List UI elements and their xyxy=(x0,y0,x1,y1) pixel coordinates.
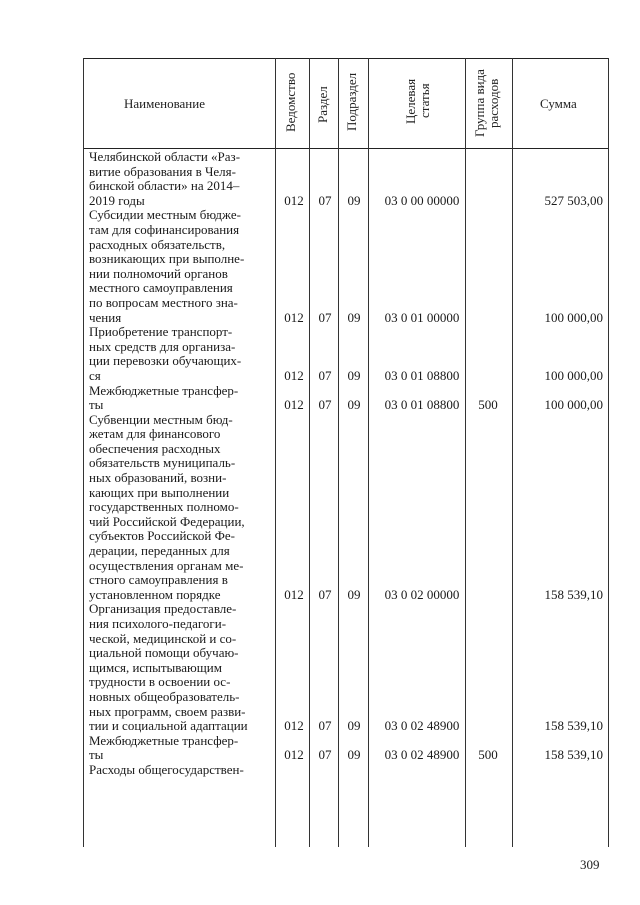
header-summa: Сумма xyxy=(540,96,577,111)
row-name-line: ния психолого-педагоги- xyxy=(89,617,227,631)
cell-vedomstvo: 012 xyxy=(284,747,304,763)
table-row xyxy=(89,734,609,763)
row-name-line: циальной помощи обучаю- xyxy=(89,646,239,661)
row-name-line: трудности в освоении ос- xyxy=(89,675,231,690)
row-name-line: дерации, переданных для xyxy=(89,544,230,559)
row-name-line: Межбюджетные трансфер- xyxy=(89,383,239,398)
table-row xyxy=(89,602,609,733)
cell-razdel: 07 xyxy=(318,718,332,734)
cell-razdel: 07 xyxy=(318,586,332,602)
row-name-line: Межбюджетные трансфер- xyxy=(89,733,239,748)
row-name-line: Организация предоставле- xyxy=(89,602,237,617)
cell-razdel: 07 xyxy=(318,367,332,383)
table-row xyxy=(89,208,609,325)
row-name-line: обеспечения расходных xyxy=(89,441,221,456)
cell-podrazdel: 09 xyxy=(347,397,361,413)
cell-podrazdel: 09 xyxy=(347,747,361,763)
header-vedomstvo: Ведомство xyxy=(283,72,298,132)
row-name-line: ных средств для организа- xyxy=(89,339,236,354)
col-divider-name xyxy=(83,58,84,847)
cell-summa: 100 000,00 xyxy=(544,397,603,413)
row-name-line: тии и социальной адаптации xyxy=(89,719,248,734)
table-row xyxy=(89,384,609,413)
cell-summa: 527 503,00 xyxy=(544,192,603,208)
row-name-line: Приобретение транспорт- xyxy=(89,325,233,340)
cell-celevaya: 03 0 02 48900 xyxy=(384,718,460,734)
row-name-line: по вопросам местного зна- xyxy=(89,295,238,310)
row-name xyxy=(89,208,269,325)
cell-summa: 158 539,10 xyxy=(544,747,603,763)
cell-celevaya: 03 0 01 08800 xyxy=(384,397,460,413)
row-name-line: Субсидии местным бюдже- xyxy=(89,208,241,223)
cell-celevaya: 03 0 01 08800 xyxy=(384,367,460,383)
row-name-line: ты xyxy=(89,398,104,413)
header-celevaya: Целевая статья xyxy=(403,78,432,124)
row-name-line: ных программ, своем разви- xyxy=(89,704,246,719)
cell-podrazdel: 09 xyxy=(347,192,361,208)
row-name-line: установленном порядке xyxy=(89,587,221,602)
cell-vedomstvo: 012 xyxy=(284,309,304,325)
cell-summa: 100 000,00 xyxy=(544,309,603,325)
row-name-line: витие образования в Челя- xyxy=(89,164,236,179)
row-name-line: новных общеобразователь- xyxy=(89,689,240,704)
table-row xyxy=(89,150,609,208)
row-name-line: ся xyxy=(89,368,101,383)
row-name-line: кающих при выполнении xyxy=(89,485,230,500)
cell-celevaya: 03 0 02 00000 xyxy=(384,586,460,602)
row-name xyxy=(89,763,269,778)
table-row xyxy=(89,325,609,383)
row-name-line: обязательств муниципаль- xyxy=(89,456,236,471)
row-name-line: бинской области» на 2014– xyxy=(89,179,240,194)
cell-gruppa: 500 xyxy=(478,747,498,763)
row-name-line: чения xyxy=(89,310,122,325)
cell-summa: 100 000,00 xyxy=(544,367,603,383)
row-name-line: стного самоуправления в xyxy=(89,573,228,588)
cell-podrazdel: 09 xyxy=(347,367,361,383)
header-name: Наименование xyxy=(124,96,205,111)
row-name-line: местного самоуправления xyxy=(89,281,233,296)
table-row xyxy=(89,413,609,603)
row-name xyxy=(89,413,269,603)
header-razdel: Раздел xyxy=(315,86,330,124)
row-name-line: щимся, испытывающим xyxy=(89,660,222,675)
row-name xyxy=(89,734,269,763)
table-body xyxy=(89,150,609,778)
row-name-line: расходных обязательств, xyxy=(89,237,226,252)
cell-vedomstvo: 012 xyxy=(284,586,304,602)
row-name-line: ных образований, возни- xyxy=(89,471,227,486)
cell-razdel: 07 xyxy=(318,747,332,763)
row-name-line: ческой, медицинской и со- xyxy=(89,631,237,646)
row-name-line: осуществления органам ме- xyxy=(89,558,244,573)
row-name xyxy=(89,325,269,383)
row-name xyxy=(89,384,269,413)
row-name-line: субъектов Российской Фе- xyxy=(89,529,235,544)
row-name-line: государственных полномо- xyxy=(89,500,239,515)
page-number: 309 xyxy=(580,857,600,872)
cell-celevaya: 03 0 00 00000 xyxy=(384,192,460,208)
row-name-line: Субвенции местным бюд- xyxy=(89,412,233,427)
cell-razdel: 07 xyxy=(318,397,332,413)
cell-vedomstvo: 012 xyxy=(284,367,304,383)
row-name-line: ты xyxy=(89,748,104,763)
cell-celevaya: 03 0 01 00000 xyxy=(384,309,460,325)
cell-celevaya: 03 0 02 48900 xyxy=(384,747,460,763)
row-name-line: там для софинансирования xyxy=(89,222,240,237)
table-top-border xyxy=(83,58,609,59)
table-row xyxy=(89,763,609,778)
cell-gruppa: 500 xyxy=(478,397,498,413)
row-name-line: ции перевозки обучающих- xyxy=(89,354,242,369)
cell-podrazdel: 09 xyxy=(347,718,361,734)
cell-razdel: 07 xyxy=(318,192,332,208)
cell-vedomstvo: 012 xyxy=(284,718,304,734)
cell-razdel: 07 xyxy=(318,309,332,325)
row-name-line: Расходы общегосударствен- xyxy=(89,762,244,777)
row-name-line: Челябинской области «Раз- xyxy=(89,150,241,164)
header-podrazdel: Подраздел xyxy=(344,72,359,132)
row-name-line: нии полномочий органов xyxy=(89,266,228,281)
row-name xyxy=(89,150,269,208)
row-name-line: возникающих при выполне- xyxy=(89,252,245,267)
cell-summa: 158 539,10 xyxy=(544,586,603,602)
cell-vedomstvo: 012 xyxy=(284,192,304,208)
header-bottom-border xyxy=(83,148,609,149)
header-gruppa: Группа вида расходов xyxy=(472,69,501,137)
cell-podrazdel: 09 xyxy=(347,586,361,602)
row-name-line: 2019 годы xyxy=(89,193,145,208)
cell-summa: 158 539,10 xyxy=(544,718,603,734)
row-name-line: чий Российской Федерации, xyxy=(89,514,245,529)
cell-vedomstvo: 012 xyxy=(284,397,304,413)
row-name-line: жетам для финансового xyxy=(89,427,221,442)
row-name xyxy=(89,602,269,733)
cell-podrazdel: 09 xyxy=(347,309,361,325)
